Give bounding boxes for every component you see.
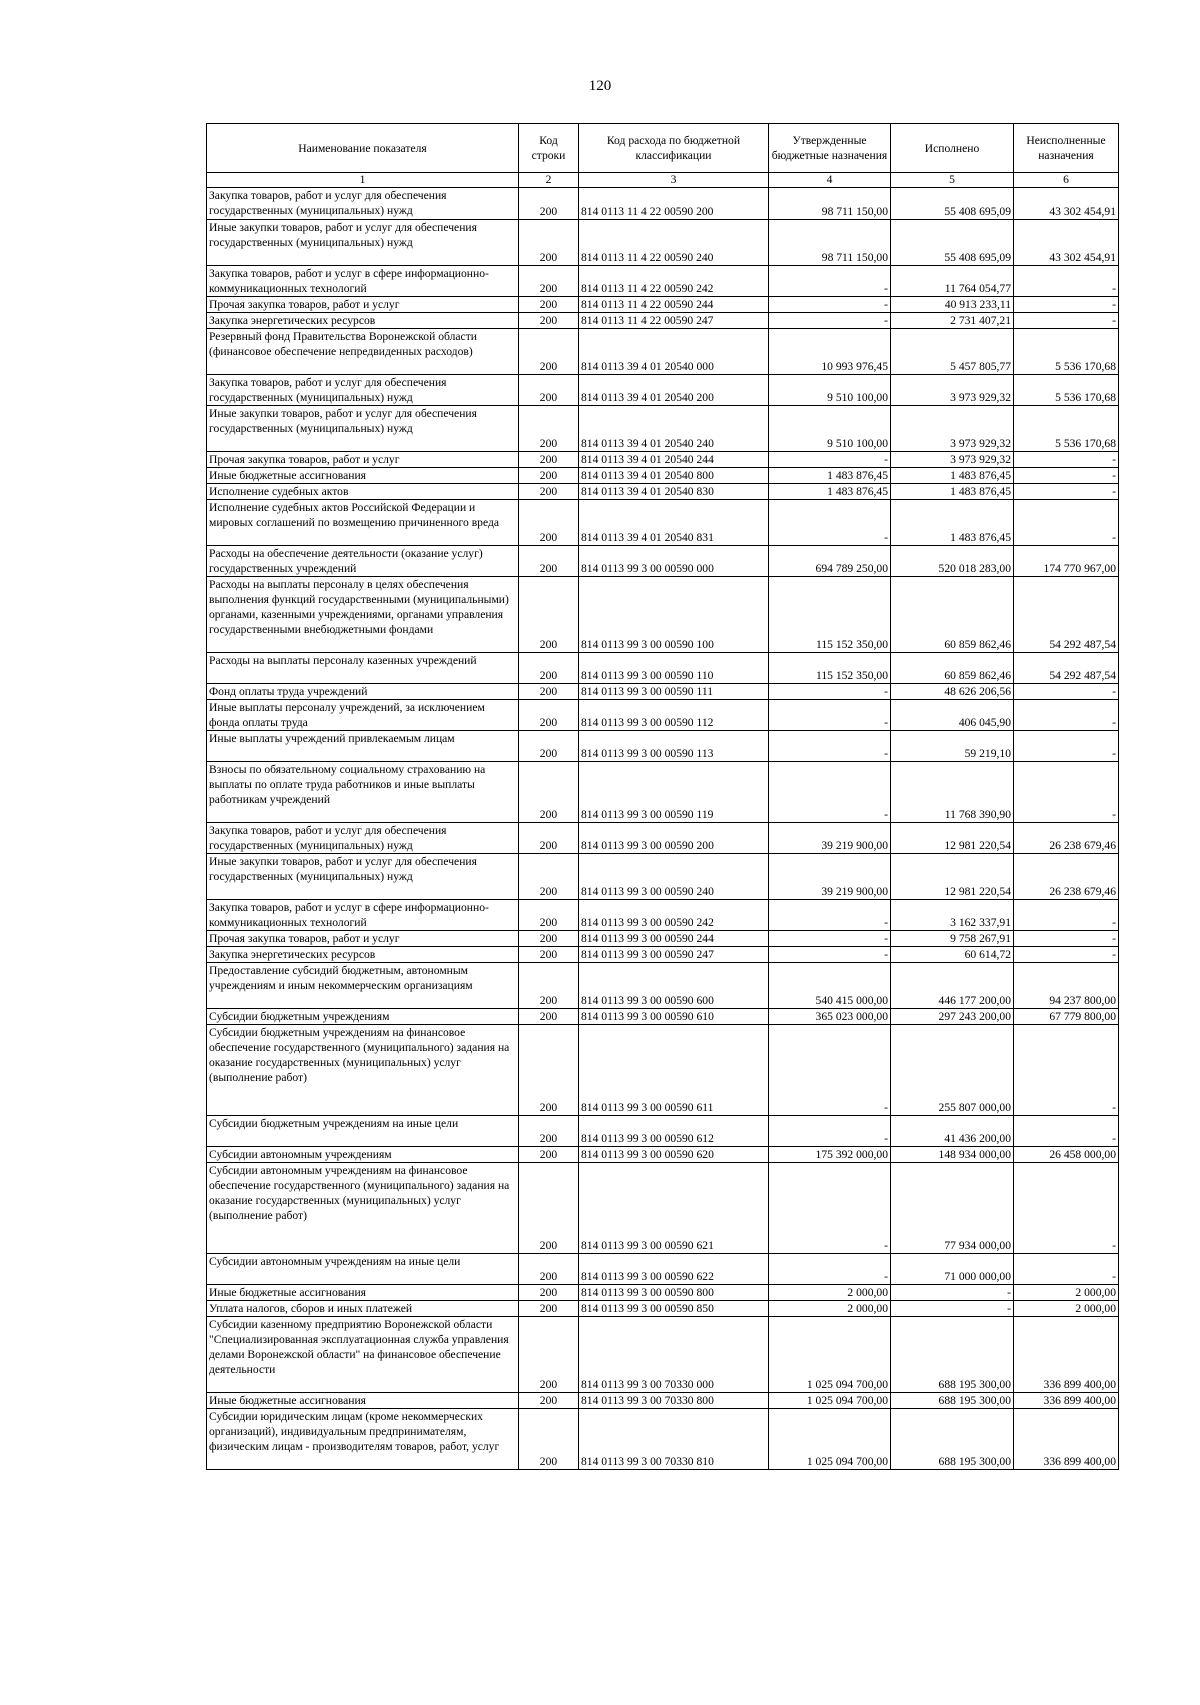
row-code: 200	[519, 1254, 579, 1285]
row-kbk: 814 0113 99 3 00 00590 240	[579, 854, 769, 900]
column-number-row	[207, 173, 1119, 188]
row-code: 200	[519, 1163, 579, 1254]
table-row	[207, 947, 1119, 963]
table-row	[207, 577, 1119, 653]
table-row	[207, 1163, 1119, 1254]
row-code: 200	[519, 406, 579, 452]
row-approved: 1 025 094 700,00	[769, 1317, 891, 1393]
row-code: 200	[519, 484, 579, 500]
row-name: Прочая закупка товаров, работ и услуг	[207, 452, 519, 468]
row-kbk: 814 0113 39 4 01 20540 240	[579, 406, 769, 452]
table-row	[207, 1285, 1119, 1301]
row-name: Закупка товаров, работ и услуг для обеспечения государственных (муниципальных) нужд	[207, 375, 519, 406]
row-kbk: 814 0113 11 4 22 00590 242	[579, 266, 769, 297]
row-approved: 694 789 250,00	[769, 546, 891, 577]
row-approved: -	[769, 1025, 891, 1116]
row-unexecuted: -	[1014, 484, 1119, 500]
row-kbk: 814 0113 99 3 00 00590 800	[579, 1285, 769, 1301]
column-number: 2	[519, 173, 579, 188]
row-code: 200	[519, 900, 579, 931]
row-code: 200	[519, 1285, 579, 1301]
row-unexecuted: -	[1014, 931, 1119, 947]
row-unexecuted: 336 899 400,00	[1014, 1393, 1119, 1409]
row-approved: 9 510 100,00	[769, 406, 891, 452]
row-unexecuted: -	[1014, 500, 1119, 546]
row-kbk: 814 0113 11 4 22 00590 240	[579, 220, 769, 266]
row-code: 200	[519, 546, 579, 577]
row-kbk: 814 0113 99 3 00 00590 600	[579, 963, 769, 1009]
row-kbk: 814 0113 99 3 00 00590 119	[579, 762, 769, 823]
row-executed: -	[891, 1285, 1014, 1301]
row-executed: 60 859 862,46	[891, 653, 1014, 684]
table-row	[207, 188, 1119, 220]
row-executed: 9 758 267,91	[891, 931, 1014, 947]
row-code: 200	[519, 762, 579, 823]
row-name: Субсидии бюджетным учреждениям	[207, 1009, 519, 1025]
table-row	[207, 900, 1119, 931]
row-code: 200	[519, 500, 579, 546]
row-code: 200	[519, 947, 579, 963]
row-approved: 1 483 876,45	[769, 484, 891, 500]
table-row	[207, 452, 1119, 468]
row-approved: 540 415 000,00	[769, 963, 891, 1009]
row-kbk: 814 0113 39 4 01 20540 000	[579, 329, 769, 375]
row-name: Субсидии автономным учреждениям на иные цели	[207, 1254, 519, 1285]
row-kbk: 814 0113 99 3 00 70330 800	[579, 1393, 769, 1409]
table-row	[207, 731, 1119, 762]
row-code: 200	[519, 653, 579, 684]
row-approved: -	[769, 313, 891, 329]
row-code: 200	[519, 1409, 579, 1470]
row-name: Субсидии юридическим лицам (кроме некоммерческих организаций), индивидуальным предпринимателям, физическим лицам - производителям товаров, работ, услуг	[207, 1409, 519, 1470]
table-row	[207, 700, 1119, 731]
row-executed: 3 973 929,32	[891, 375, 1014, 406]
table-row	[207, 220, 1119, 266]
row-approved: -	[769, 731, 891, 762]
row-approved: -	[769, 1254, 891, 1285]
row-name: Уплата налогов, сборов и иных платежей	[207, 1301, 519, 1317]
row-kbk: 814 0113 99 3 00 00590 200	[579, 823, 769, 854]
row-unexecuted: 26 238 679,46	[1014, 854, 1119, 900]
row-kbk: 814 0113 99 3 00 00590 247	[579, 947, 769, 963]
table-row	[207, 931, 1119, 947]
row-executed: 59 219,10	[891, 731, 1014, 762]
row-unexecuted: -	[1014, 900, 1119, 931]
row-code: 200	[519, 452, 579, 468]
row-unexecuted: -	[1014, 452, 1119, 468]
row-code: 200	[519, 297, 579, 313]
table-row	[207, 684, 1119, 700]
row-unexecuted: -	[1014, 731, 1119, 762]
row-approved: 1 025 094 700,00	[769, 1409, 891, 1470]
row-name: Фонд оплаты труда учреждений	[207, 684, 519, 700]
row-executed: 3 973 929,32	[891, 406, 1014, 452]
row-executed: 41 436 200,00	[891, 1116, 1014, 1147]
row-executed: 40 913 233,11	[891, 297, 1014, 313]
row-unexecuted: 26 458 000,00	[1014, 1147, 1119, 1163]
row-kbk: 814 0113 39 4 01 20540 830	[579, 484, 769, 500]
table-row	[207, 297, 1119, 313]
row-executed: 55 408 695,09	[891, 220, 1014, 266]
row-name: Субсидии бюджетным учреждениям на иные цели	[207, 1116, 519, 1147]
table-row	[207, 1301, 1119, 1317]
row-unexecuted: 5 536 170,68	[1014, 375, 1119, 406]
row-name: Иные бюджетные ассигнования	[207, 468, 519, 484]
column-header-row-code: Код строки	[519, 124, 579, 173]
row-executed: 60 614,72	[891, 947, 1014, 963]
row-kbk: 814 0113 99 3 00 70330 810	[579, 1409, 769, 1470]
row-unexecuted: -	[1014, 266, 1119, 297]
row-approved: -	[769, 947, 891, 963]
row-code: 200	[519, 329, 579, 375]
row-name: Иные закупки товаров, работ и услуг для обеспечения государственных (муниципальных) нужд	[207, 220, 519, 266]
row-kbk: 814 0113 11 4 22 00590 200	[579, 188, 769, 220]
row-kbk: 814 0113 39 4 01 20540 244	[579, 452, 769, 468]
row-code: 200	[519, 963, 579, 1009]
row-name: Субсидии бюджетным учреждениям на финансовое обеспечение государственного (муниципального) задания на оказание государственных (муниципальных) услуг (выполнение работ)	[207, 1025, 519, 1116]
row-unexecuted: 26 238 679,46	[1014, 823, 1119, 854]
row-unexecuted: -	[1014, 468, 1119, 484]
row-code: 200	[519, 684, 579, 700]
row-code: 200	[519, 1147, 579, 1163]
row-code: 200	[519, 823, 579, 854]
row-code: 200	[519, 313, 579, 329]
row-approved: -	[769, 900, 891, 931]
row-unexecuted: -	[1014, 1025, 1119, 1116]
table-header-row	[207, 124, 1119, 173]
table-row	[207, 762, 1119, 823]
row-kbk: 814 0113 99 3 00 00590 000	[579, 546, 769, 577]
row-executed: 5 457 805,77	[891, 329, 1014, 375]
row-unexecuted: -	[1014, 1116, 1119, 1147]
row-approved: -	[769, 297, 891, 313]
table-row	[207, 823, 1119, 854]
row-unexecuted: 2 000,00	[1014, 1301, 1119, 1317]
row-name: Расходы на выплаты персоналу в целях обеспечения выполнения функций государственными (муниципальными) органами, казенными учреждениями, органами управления государственными внебюджетными фондами	[207, 577, 519, 653]
table-row	[207, 1147, 1119, 1163]
row-executed: 255 807 000,00	[891, 1025, 1014, 1116]
row-approved: -	[769, 684, 891, 700]
row-unexecuted: 5 536 170,68	[1014, 406, 1119, 452]
row-name: Закупка товаров, работ и услуг в сфере информационно-коммуникационных технологий	[207, 900, 519, 931]
table-row	[207, 406, 1119, 452]
row-name: Исполнение судебных актов Российской Федерации и мировых соглашений по возмещению причиненного вреда	[207, 500, 519, 546]
row-kbk: 814 0113 39 4 01 20540 200	[579, 375, 769, 406]
row-approved: -	[769, 1163, 891, 1254]
column-number: 4	[769, 173, 891, 188]
row-code: 200	[519, 266, 579, 297]
row-executed: 12 981 220,54	[891, 854, 1014, 900]
row-approved: -	[769, 762, 891, 823]
row-kbk: 814 0113 99 3 00 00590 112	[579, 700, 769, 731]
row-code: 200	[519, 1025, 579, 1116]
row-unexecuted: -	[1014, 700, 1119, 731]
column-header-executed: Исполнено	[891, 124, 1014, 173]
row-approved: 2 000,00	[769, 1285, 891, 1301]
row-code: 200	[519, 468, 579, 484]
row-approved: 1 025 094 700,00	[769, 1393, 891, 1409]
row-approved: 39 219 900,00	[769, 854, 891, 900]
row-executed: 446 177 200,00	[891, 963, 1014, 1009]
row-approved: -	[769, 931, 891, 947]
column-number: 3	[579, 173, 769, 188]
row-name: Прочая закупка товаров, работ и услуг	[207, 297, 519, 313]
table-body	[207, 188, 1119, 1470]
row-approved: -	[769, 452, 891, 468]
row-approved: 10 993 976,45	[769, 329, 891, 375]
row-executed: 148 934 000,00	[891, 1147, 1014, 1163]
table-row	[207, 500, 1119, 546]
row-kbk: 814 0113 99 3 00 00590 621	[579, 1163, 769, 1254]
row-name: Закупка товаров, работ и услуг для обеспечения государственных (муниципальных) нужд	[207, 188, 519, 220]
row-name: Расходы на обеспечение деятельности (оказание услуг) государственных учреждений	[207, 546, 519, 577]
table-row	[207, 854, 1119, 900]
row-approved: 39 219 900,00	[769, 823, 891, 854]
row-approved: 98 711 150,00	[769, 188, 891, 220]
row-executed: 60 859 862,46	[891, 577, 1014, 653]
budget-execution-table	[206, 123, 1119, 1470]
row-unexecuted: 336 899 400,00	[1014, 1317, 1119, 1393]
row-kbk: 814 0113 99 3 00 00590 244	[579, 931, 769, 947]
column-header-name: Наименование показателя	[207, 124, 519, 173]
row-executed: 55 408 695,09	[891, 188, 1014, 220]
row-unexecuted: -	[1014, 762, 1119, 823]
row-kbk: 814 0113 11 4 22 00590 247	[579, 313, 769, 329]
column-header-kbk: Код расхода по бюджетной классификации	[579, 124, 769, 173]
row-name: Иные бюджетные ассигнования	[207, 1393, 519, 1409]
row-name: Закупка энергетических ресурсов	[207, 947, 519, 963]
row-unexecuted: 174 770 967,00	[1014, 546, 1119, 577]
row-approved: 1 483 876,45	[769, 468, 891, 484]
row-unexecuted: 67 779 800,00	[1014, 1009, 1119, 1025]
row-executed: -	[891, 1301, 1014, 1317]
row-approved: -	[769, 500, 891, 546]
row-executed: 406 045,90	[891, 700, 1014, 731]
row-approved: 115 152 350,00	[769, 653, 891, 684]
row-executed: 297 243 200,00	[891, 1009, 1014, 1025]
table-row	[207, 1116, 1119, 1147]
row-code: 200	[519, 220, 579, 266]
row-name: Иные выплаты учреждений привлекаемым лицам	[207, 731, 519, 762]
row-approved: 9 510 100,00	[769, 375, 891, 406]
row-code: 200	[519, 1301, 579, 1317]
column-header-unexecuted: Неисполненные назначения	[1014, 124, 1119, 173]
row-approved: 175 392 000,00	[769, 1147, 891, 1163]
row-executed: 688 195 300,00	[891, 1409, 1014, 1470]
table-row	[207, 1009, 1119, 1025]
row-name: Иные закупки товаров, работ и услуг для обеспечения государственных (муниципальных) нужд	[207, 854, 519, 900]
row-unexecuted: -	[1014, 297, 1119, 313]
row-unexecuted: -	[1014, 1163, 1119, 1254]
row-kbk: 814 0113 39 4 01 20540 831	[579, 500, 769, 546]
row-executed: 1 483 876,45	[891, 500, 1014, 546]
row-kbk: 814 0113 99 3 00 00590 622	[579, 1254, 769, 1285]
row-approved: -	[769, 700, 891, 731]
row-unexecuted: 54 292 487,54	[1014, 577, 1119, 653]
row-executed: 1 483 876,45	[891, 484, 1014, 500]
table-row	[207, 963, 1119, 1009]
column-number: 1	[207, 173, 519, 188]
row-code: 200	[519, 731, 579, 762]
row-kbk: 814 0113 99 3 00 00590 242	[579, 900, 769, 931]
row-executed: 71 000 000,00	[891, 1254, 1014, 1285]
row-code: 200	[519, 1393, 579, 1409]
table-row	[207, 1025, 1119, 1116]
row-executed: 3 162 337,91	[891, 900, 1014, 931]
row-executed: 48 626 206,56	[891, 684, 1014, 700]
row-executed: 2 731 407,21	[891, 313, 1014, 329]
row-name: Расходы на выплаты персоналу казенных учреждений	[207, 653, 519, 684]
row-approved: 365 023 000,00	[769, 1009, 891, 1025]
row-name: Иные выплаты персоналу учреждений, за исключением фонда оплаты труда	[207, 700, 519, 731]
row-name: Предоставление субсидий бюджетным, автономным учреждениям и иным некоммерческим организациям	[207, 963, 519, 1009]
table-row	[207, 375, 1119, 406]
row-approved: 98 711 150,00	[769, 220, 891, 266]
row-unexecuted: -	[1014, 1254, 1119, 1285]
row-kbk: 814 0113 99 3 00 00590 611	[579, 1025, 769, 1116]
table-row	[207, 653, 1119, 684]
row-approved: -	[769, 1116, 891, 1147]
row-kbk: 814 0113 99 3 00 00590 100	[579, 577, 769, 653]
row-unexecuted: -	[1014, 684, 1119, 700]
row-kbk: 814 0113 39 4 01 20540 800	[579, 468, 769, 484]
row-kbk: 814 0113 99 3 00 00590 113	[579, 731, 769, 762]
table-row	[207, 266, 1119, 297]
row-name: Субсидии автономным учреждениям	[207, 1147, 519, 1163]
row-executed: 3 973 929,32	[891, 452, 1014, 468]
row-kbk: 814 0113 99 3 00 00590 612	[579, 1116, 769, 1147]
row-unexecuted: 54 292 487,54	[1014, 653, 1119, 684]
row-name: Иные закупки товаров, работ и услуг для обеспечения государственных (муниципальных) нужд	[207, 406, 519, 452]
table-row	[207, 546, 1119, 577]
row-name: Исполнение судебных актов	[207, 484, 519, 500]
row-code: 200	[519, 854, 579, 900]
row-code: 200	[519, 1116, 579, 1147]
table-row	[207, 313, 1119, 329]
row-name: Закупка товаров, работ и услуг для обеспечения государственных (муниципальных) нужд	[207, 823, 519, 854]
row-executed: 688 195 300,00	[891, 1393, 1014, 1409]
row-kbk: 814 0113 99 3 00 00590 620	[579, 1147, 769, 1163]
row-unexecuted: 94 237 800,00	[1014, 963, 1119, 1009]
row-executed: 1 483 876,45	[891, 468, 1014, 484]
row-code: 200	[519, 375, 579, 406]
row-executed: 688 195 300,00	[891, 1317, 1014, 1393]
row-approved: -	[769, 266, 891, 297]
row-code: 200	[519, 931, 579, 947]
row-code: 200	[519, 1317, 579, 1393]
row-approved: 2 000,00	[769, 1301, 891, 1317]
row-kbk: 814 0113 99 3 00 70330 000	[579, 1317, 769, 1393]
row-kbk: 814 0113 11 4 22 00590 244	[579, 297, 769, 313]
row-unexecuted: 43 302 454,91	[1014, 188, 1119, 220]
row-code: 200	[519, 577, 579, 653]
row-executed: 12 981 220,54	[891, 823, 1014, 854]
row-name: Прочая закупка товаров, работ и услуг	[207, 931, 519, 947]
row-executed: 11 768 390,90	[891, 762, 1014, 823]
row-code: 200	[519, 1009, 579, 1025]
row-executed: 77 934 000,00	[891, 1163, 1014, 1254]
row-executed: 520 018 283,00	[891, 546, 1014, 577]
page-number: 120	[588, 78, 612, 94]
row-kbk: 814 0113 99 3 00 00590 111	[579, 684, 769, 700]
row-kbk: 814 0113 99 3 00 00590 610	[579, 1009, 769, 1025]
table-row	[207, 329, 1119, 375]
row-code: 200	[519, 188, 579, 220]
row-name: Закупка товаров, работ и услуг в сфере информационно-коммуникационных технологий	[207, 266, 519, 297]
column-header-approved: Утвержденные бюджетные назначения	[769, 124, 891, 173]
row-executed: 11 764 054,77	[891, 266, 1014, 297]
table-row	[207, 484, 1119, 500]
row-unexecuted: 2 000,00	[1014, 1285, 1119, 1301]
row-unexecuted: -	[1014, 313, 1119, 329]
row-kbk: 814 0113 99 3 00 00590 850	[579, 1301, 769, 1317]
table-row	[207, 468, 1119, 484]
row-name: Взносы по обязательному социальному страхованию на выплаты по оплате труда работников и иные выплаты работникам учреждений	[207, 762, 519, 823]
row-unexecuted: 43 302 454,91	[1014, 220, 1119, 266]
table-row	[207, 1254, 1119, 1285]
column-number: 5	[891, 173, 1014, 188]
row-name: Субсидии автономным учреждениям на финансовое обеспечение государственного (муниципального) задания на оказание государственных (муниципальных) услуг (выполнение работ)	[207, 1163, 519, 1254]
row-name: Иные бюджетные ассигнования	[207, 1285, 519, 1301]
row-unexecuted: 5 536 170,68	[1014, 329, 1119, 375]
row-unexecuted: 336 899 400,00	[1014, 1409, 1119, 1470]
table-row	[207, 1409, 1119, 1470]
row-name: Субсидии казенному предприятию Воронежской области "Специализированная эксплуатационная служба управления делами Воронежской области" на финансовое обеспечение деятельности	[207, 1317, 519, 1393]
column-number: 6	[1014, 173, 1119, 188]
table-row	[207, 1317, 1119, 1393]
row-approved: 115 152 350,00	[769, 577, 891, 653]
row-kbk: 814 0113 99 3 00 00590 110	[579, 653, 769, 684]
row-name: Резервный фонд Правительства Воронежской области (финансовое обеспечение непредвиденных расходов)	[207, 329, 519, 375]
row-unexecuted: -	[1014, 947, 1119, 963]
row-code: 200	[519, 700, 579, 731]
row-name: Закупка энергетических ресурсов	[207, 313, 519, 329]
table-row	[207, 1393, 1119, 1409]
